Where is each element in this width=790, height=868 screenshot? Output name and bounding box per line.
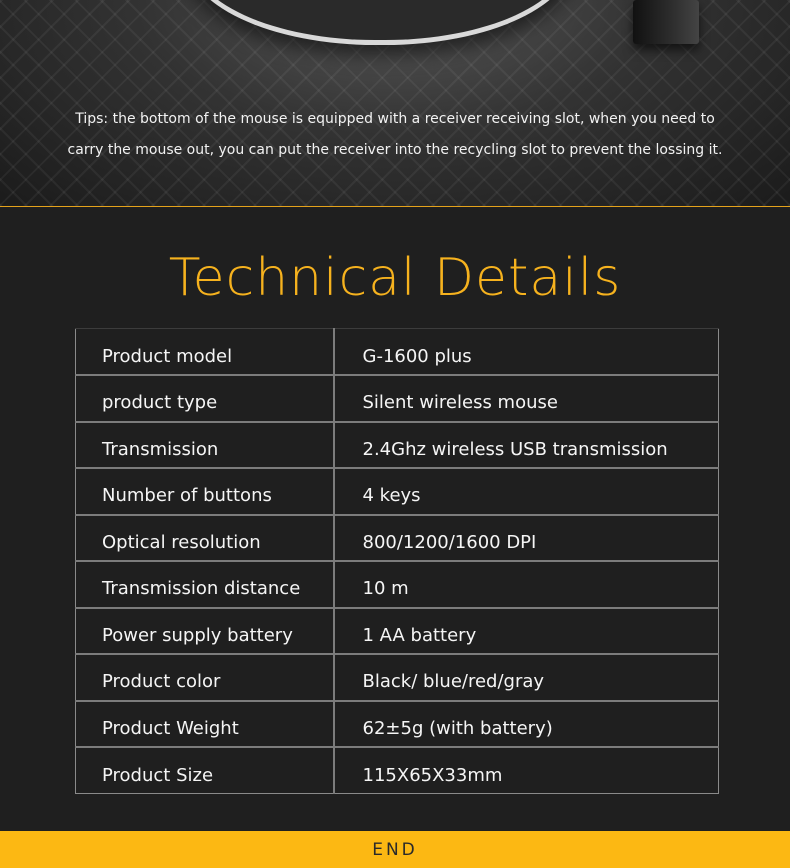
spec-value: Black/ blue/red/gray <box>334 654 719 701</box>
product-banner <box>0 0 790 206</box>
end-bar <box>0 831 790 868</box>
table-row <box>76 468 719 515</box>
spec-label: Transmission distance <box>76 561 334 608</box>
spec-value: 2.4Ghz wireless USB transmission <box>334 422 719 469</box>
spec-label: Transmission <box>76 422 334 469</box>
usb-receiver-image <box>633 0 699 44</box>
section-title: Technical Details <box>168 248 622 308</box>
table-row <box>76 608 719 655</box>
spec-label: Product color <box>76 654 334 701</box>
spec-value: 115X65X33mm <box>334 747 719 794</box>
spec-value: G-1600 plus <box>334 329 719 376</box>
spec-value: 62±5g (with battery) <box>334 701 719 748</box>
end-label: END <box>372 839 418 860</box>
table-row <box>76 329 719 376</box>
spec-label: Product model <box>76 329 334 376</box>
tips-text: Tips: the bottom of the mouse is equipped with a receiver receiving slot, when you need to carry the mouse out, you can put the receiver into the recycling slot to prevent the lossing it. <box>67 111 723 158</box>
spec-value: Silent wireless mouse <box>334 375 719 422</box>
table-row <box>76 654 719 701</box>
table-row <box>76 375 719 422</box>
table-row <box>76 515 719 562</box>
spec-label: Number of buttons <box>76 468 334 515</box>
section-divider <box>0 206 790 207</box>
spec-label: Optical resolution <box>76 515 334 562</box>
spec-label: Product Size <box>76 747 334 794</box>
table-row <box>76 422 719 469</box>
spec-value: 1 AA battery <box>334 608 719 655</box>
spec-table <box>75 328 719 794</box>
mouse-image <box>185 0 575 45</box>
table-row <box>76 561 719 608</box>
table-row <box>76 747 719 794</box>
spec-value: 4 keys <box>334 468 719 515</box>
spec-value: 10 m <box>334 561 719 608</box>
spec-label: Power supply battery <box>76 608 334 655</box>
spec-value: 800/1200/1600 DPI <box>334 515 719 562</box>
table-row <box>76 701 719 748</box>
spec-label: product type <box>76 375 334 422</box>
spec-label: Product Weight <box>76 701 334 748</box>
